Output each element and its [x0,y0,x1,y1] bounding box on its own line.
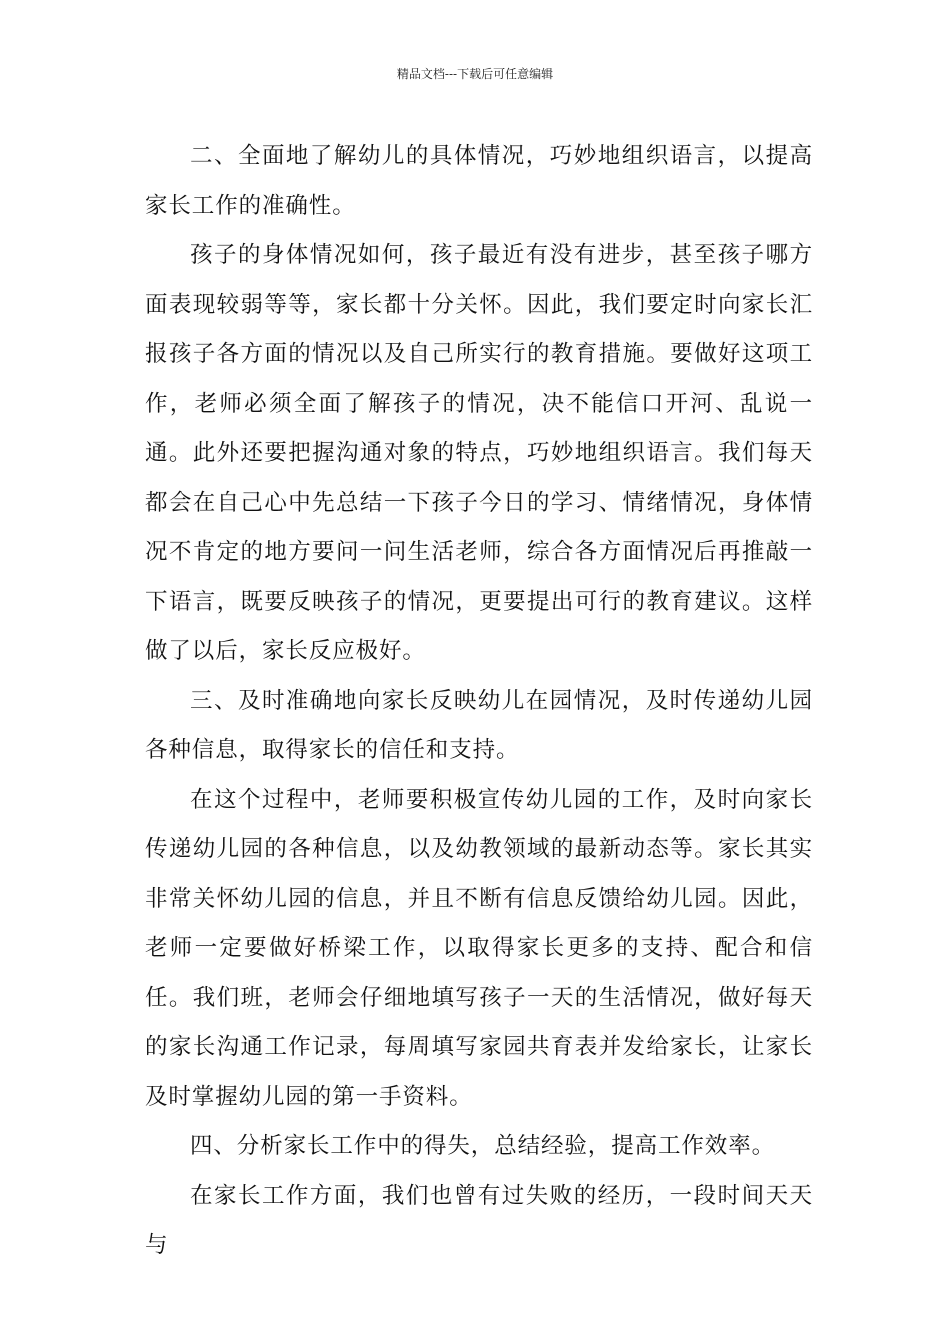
page-header: 精品文档---下载后可任意编辑 [396,67,554,81]
section-heading-2: 二、全面地了解幼儿的具体情况，巧妙地组织语言，以提高家长工作的准确性。 [145,143,813,219]
body-paragraph: 在这个过程中，老师要积极宣传幼儿园的工作，及时向家长传递幼儿园的各种信息，以及幼教领域的最新动态等。家长其实非常关怀幼儿园的信息，并且不断有信息反馈给幼儿园。因此，老师一定要做好桥梁工作，以取得家长更多的支持、配合和信任。我们班，老师会仔细地填写孩子一天的生活情况，做好每天的家长沟通工作记录，每周填写家园共育表并发给家长，让家长及时掌握幼儿园的第一手资料。 [145,786,813,1110]
section-heading-3: 三、及时准确地向家长反映幼儿在园情况，及时传递幼儿园各种信息，取得家长的信任和支持。 [145,687,813,763]
section-heading-4: 四、分析家长工作中的得失，总结经验，提高工作效率。 [190,1133,776,1159]
body-paragraph: 孩子的身体情况如何，孩子最近有没有进步，甚至孩子哪方面表现较弱等等，家长都十分关怀。因此，我们要定时向家长汇报孩子各方面的情况以及自己所实行的教育措施。要做好这项工作，老师必须全面了解孩子的情况，决不能信口开河、乱说一通。此外还要把握沟通对象的特点，巧妙地组织语言。我们每天都会在自己心中先总结一下孩子今日的学习、情绪情况，身体情况不肯定的地方要问一问生活老师，综合各方面情况后再推敲一下语言，既要反映孩子的情况，更要提出可行的教育建议。这样做了以后，家长反应极好。 [145,242,813,664]
body-paragraph: 在家长工作方面，我们也曾有过失败的经历，一段时间天天与 [145,1182,813,1258]
document-body [145,132,813,1271]
